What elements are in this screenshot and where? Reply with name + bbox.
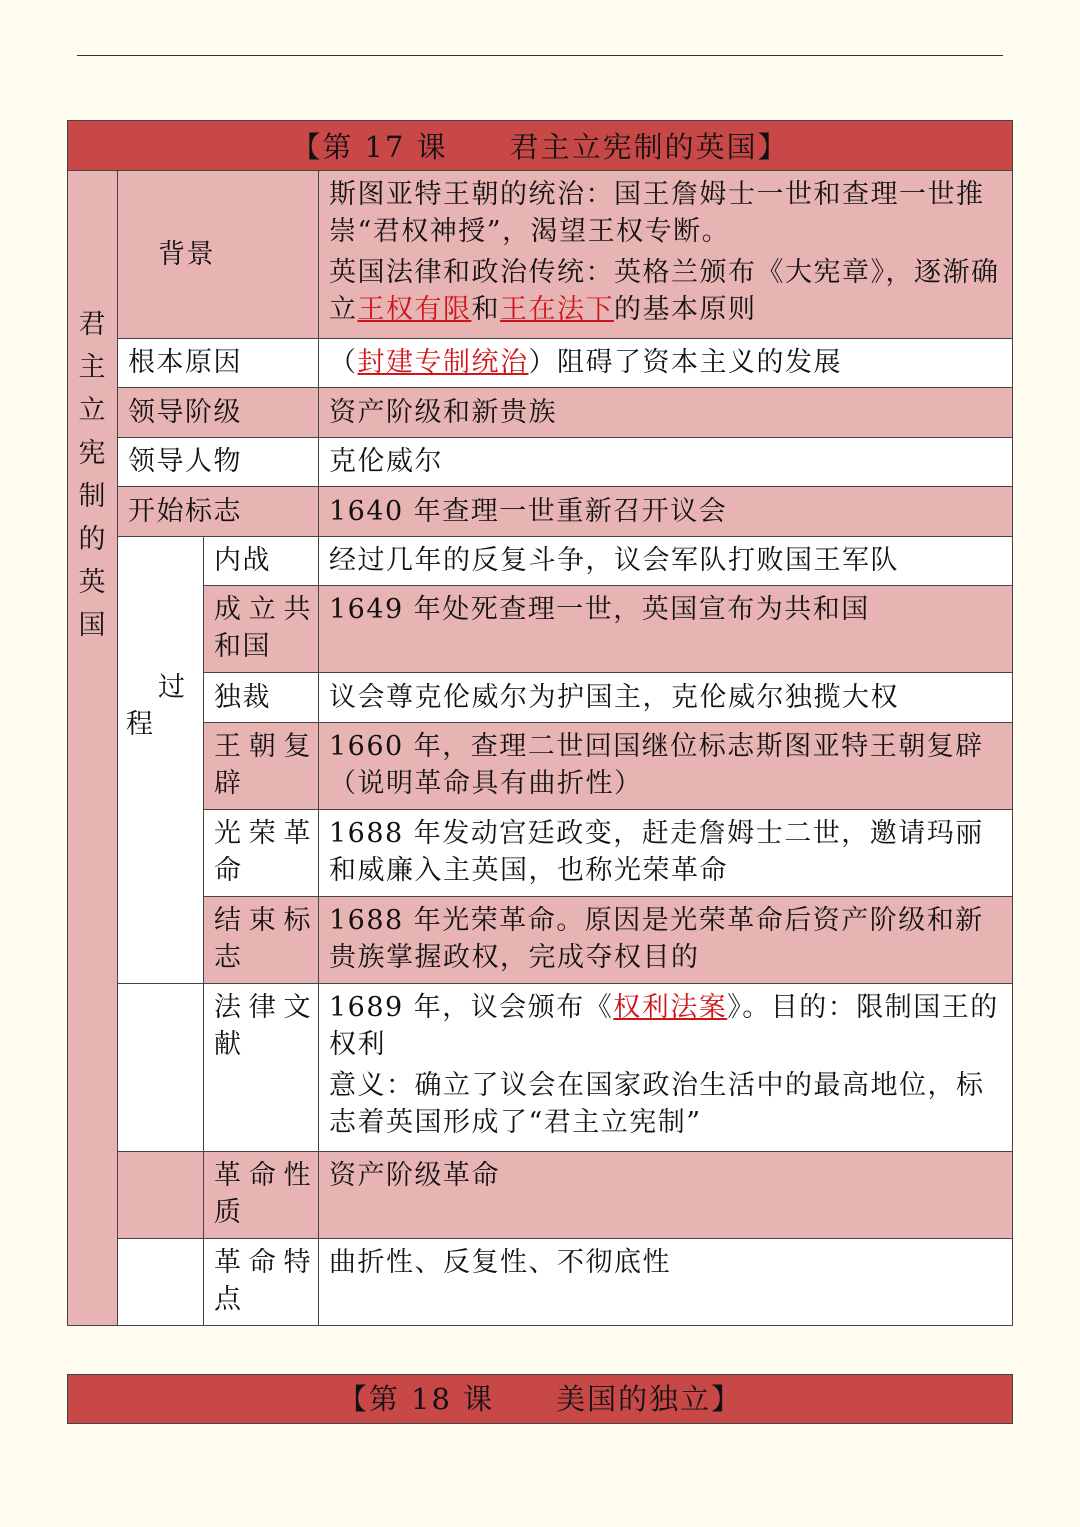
process-item-label: 结束标志 bbox=[204, 897, 319, 984]
leader-label: 领导人物 bbox=[118, 438, 319, 487]
process-item-value: 1649 年处死查理一世，英国宣布为共和国 bbox=[319, 586, 1013, 673]
root-cause-label: 根本原因 bbox=[118, 339, 319, 388]
law-content: 1689 年，议会颁布《权利法案》。目的：限制国王的权利 意义：确立了议会在国家政治生活中的最高地位，标志着英国形成了“君主立宪制” bbox=[319, 984, 1013, 1152]
process-item-label: 独裁 bbox=[204, 673, 319, 723]
background-tradition: 英国法律和政治传统：英格兰颁布《大宪章》，逐渐确立王权有限和王在法下的基本原则 bbox=[329, 257, 1000, 325]
process-item-label: 光荣革命 bbox=[204, 810, 319, 897]
start-mark-value: 1640 年查理一世重新召开议会 bbox=[319, 487, 1013, 537]
empty-cell bbox=[118, 984, 204, 1152]
process-item-value: 经过几年的反复斗争，议会军队打败国王军队 bbox=[319, 537, 1013, 586]
root-cause-value: （封建专制统治）阻碍了资本主义的发展 bbox=[319, 339, 1013, 388]
process-item-value: 1688 年光荣革命。原因是光荣革命后资产阶级和新贵族掌握政权，完成夺权目的 bbox=[319, 897, 1013, 984]
features-value: 曲折性、反复性、不彻底性 bbox=[319, 1239, 1013, 1326]
leader-value: 克伦威尔 bbox=[319, 438, 1013, 487]
process-label: 过 程 bbox=[118, 537, 204, 984]
nature-label: 革命性质 bbox=[204, 1152, 319, 1239]
background-label: 背景 bbox=[118, 171, 319, 339]
lesson18-title: 【第 18 课 美国的独立】 bbox=[67, 1374, 1013, 1424]
process-item-label: 成立共和国 bbox=[204, 586, 319, 673]
law-purpose: 1689 年，议会颁布《权利法案》。目的：限制国王的权利 bbox=[329, 992, 999, 1060]
side-label: 君 主 立 宪 制 的 英 国 bbox=[68, 171, 118, 1326]
process-item-value: 1688 年发动宫廷政变，赶走詹姆士二世，邀请玛丽和威廉入主英国，也称光荣革命 bbox=[319, 810, 1013, 897]
process-item-label: 王朝复辟 bbox=[204, 723, 319, 810]
lesson17-table bbox=[67, 120, 1013, 1326]
empty-cell bbox=[118, 1239, 204, 1326]
background-content: 斯图亚特王朝的统治：国王詹姆士一世和查理一世推崇“君权神授”，渴望王权专断。 英国法律和政治传统：英格兰颁布《大宪章》，逐渐确立王权有限和王在法下的基本原则 bbox=[319, 171, 1013, 339]
empty-cell bbox=[118, 1152, 204, 1239]
features-label: 革命特点 bbox=[204, 1239, 319, 1326]
nature-value: 资产阶级革命 bbox=[319, 1152, 1013, 1239]
leading-class-value: 资产阶级和新贵族 bbox=[319, 388, 1013, 438]
process-item-label: 内战 bbox=[204, 537, 319, 586]
lesson17-title: 【第 17 课 君主立宪制的英国】 bbox=[68, 121, 1013, 171]
process-item-value: 议会尊克伦威尔为护国主，克伦威尔独揽大权 bbox=[319, 673, 1013, 723]
leading-class-label: 领导阶级 bbox=[118, 388, 319, 438]
start-mark-label: 开始标志 bbox=[118, 487, 319, 537]
top-divider bbox=[77, 55, 1003, 56]
process-item-value: 1660 年，查理二世回国继位标志斯图亚特王朝复辟（说明革命具有曲折性） bbox=[319, 723, 1013, 810]
law-label: 法律文献 bbox=[204, 984, 319, 1152]
